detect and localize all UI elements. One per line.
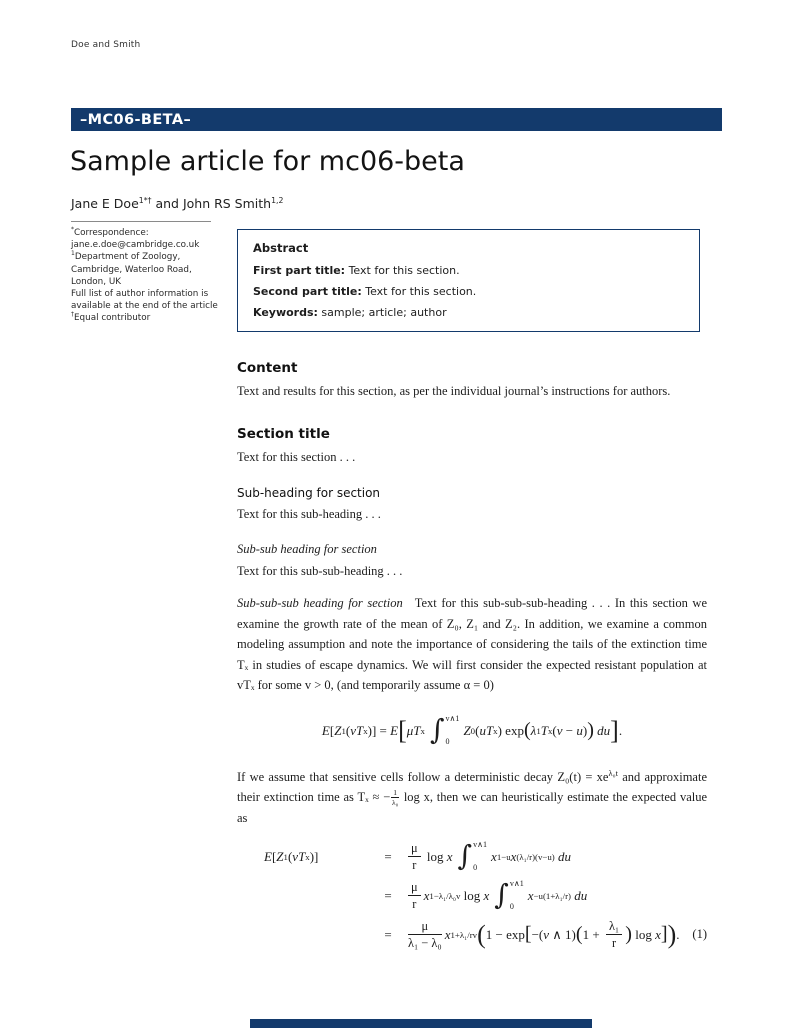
equation-display: E [ Z 1 ( vT x )] = E [ μT x ∫ v∧1 0 Z 0 ( uT x ) exp ( λ 1 T x ( v − u ) ) du ] . bbox=[321, 713, 623, 747]
equation-number: (1) bbox=[692, 927, 707, 941]
article-title: Sample article for mc06-beta bbox=[70, 146, 465, 177]
spacer bbox=[237, 402, 707, 426]
affiliation-line: $^1$Department of Zoology, bbox=[71, 250, 181, 263]
equals-sign: = bbox=[384, 926, 392, 942]
content-heading: Content bbox=[237, 360, 298, 376]
journal-banner-label: –MC06-BETA– bbox=[80, 111, 192, 128]
correspondence-label: *Correspondence: bbox=[71, 226, 149, 238]
abstract-part1: First part title: Text for this section. bbox=[253, 264, 460, 277]
authors-line bbox=[71, 196, 283, 211]
sub-sub-heading: Sub-sub heading for section bbox=[237, 541, 377, 556]
journal-banner bbox=[71, 108, 722, 131]
full-list-note: available at the end of the article bbox=[71, 301, 218, 312]
abstract-heading: Abstract bbox=[253, 241, 309, 255]
sub-heading-paragraph: Text for this sub-heading . . . bbox=[237, 507, 381, 521]
section-title-heading: Section title bbox=[237, 425, 330, 442]
equation-row-1: E [ Z 1 ( vT x )] = μ r log x ∫ v∧1 0 x 1−u x (λ₁/r)(v−u) du bbox=[237, 837, 707, 876]
footer-bar bbox=[250, 1019, 592, 1028]
author-1-affiliation-marks: 1*† bbox=[138, 195, 152, 205]
equation-block bbox=[237, 837, 707, 954]
equals-sign: = bbox=[384, 887, 392, 903]
full-list-note: Full list of author information is bbox=[71, 289, 209, 300]
abstract-keywords: Keywords: sample; article; author bbox=[253, 306, 447, 319]
section-paragraph: Text for this section . . . bbox=[237, 449, 356, 464]
equation-lhs: E [ Z 1 ( vT x )] bbox=[264, 848, 319, 864]
integral: ∫ v∧1 0 bbox=[494, 878, 524, 912]
spacer bbox=[237, 467, 707, 486]
decay-paragraph: If we assume that sensitive cells follow a deterministic decay $Z_0(t) = xe^{\lambda_0t}$ and approximate their extinction time as Tₓ ≈ − $\frac{1}{\text{λ₀}}$ log x, then we can heuristically estimate the expected value as bbox=[237, 767, 708, 825]
main-column bbox=[237, 360, 707, 954]
integral: ∫ v∧1 0 bbox=[429, 713, 460, 747]
spacer bbox=[237, 525, 707, 542]
sub-sub-heading-paragraph: Text for this sub-sub-heading . . . bbox=[237, 563, 403, 578]
correspondence-email: jane.e.doe@cambridge.co.uk bbox=[71, 240, 200, 251]
affiliation-line: Cambridge, Waterloo Road, bbox=[71, 264, 192, 275]
sidebar-divider bbox=[71, 221, 211, 222]
equals-sign: = bbox=[384, 848, 392, 864]
author-2: John RS Smith bbox=[182, 196, 272, 211]
spacer bbox=[237, 581, 707, 593]
integral: ∫ v∧1 0 bbox=[457, 839, 488, 873]
sub-heading: Sub-heading for section bbox=[237, 486, 381, 500]
author-1: Jane E Doe bbox=[71, 196, 139, 211]
inline-fraction: $\frac{1}{\text{λ₀}}$ bbox=[392, 787, 399, 807]
sub-sub-sub-paragraph: Sub-sub-sub heading for section Text for this sub-sub-sub-heading . . . In this section we examine the growth rate of the mean of Z₀, Z₁ and Z₂. In addition, we examine a common modeling assumption and note the importance of considering the tails of the extinction time Tₓ in studies of escape dynamics. We will first consider the expected resistant population at vTₓ for some v > 0, (and temporarily assume α = 0) bbox=[237, 596, 707, 692]
authors-separator: and bbox=[151, 196, 183, 211]
exponent: λ₀t bbox=[608, 767, 618, 778]
equation-row-2: = μ r x 1−λ₁/λ₀v log x ∫ v∧1 0 x −u(1+λ₁/r) du bbox=[237, 876, 707, 915]
content-paragraph: Text and results for this section, as per the individual journal’s instructions for authors. bbox=[237, 384, 671, 398]
running-head: Doe and Smith bbox=[71, 40, 141, 50]
equation-row-3: = μ λ₁ − λ₀ x 1+λ₁/rv ( 1 − exp [ −( v ∧ 1) ( 1 + $\frac{\text{λ₁}}{r}$ ) log x ] ) . (1) bbox=[237, 915, 707, 954]
affiliation-line: London, UK bbox=[71, 276, 122, 287]
correspondence-sidebar bbox=[71, 221, 221, 325]
equal-contributor-note: †Equal contributor bbox=[71, 311, 151, 324]
sub-sub-sub-heading: Sub-sub-sub heading for section bbox=[237, 596, 403, 610]
author-2-affiliation-marks: 1,2 bbox=[271, 195, 284, 205]
abstract-box bbox=[237, 229, 700, 332]
abstract-part2: Second part title: Text for this section. bbox=[253, 285, 477, 298]
